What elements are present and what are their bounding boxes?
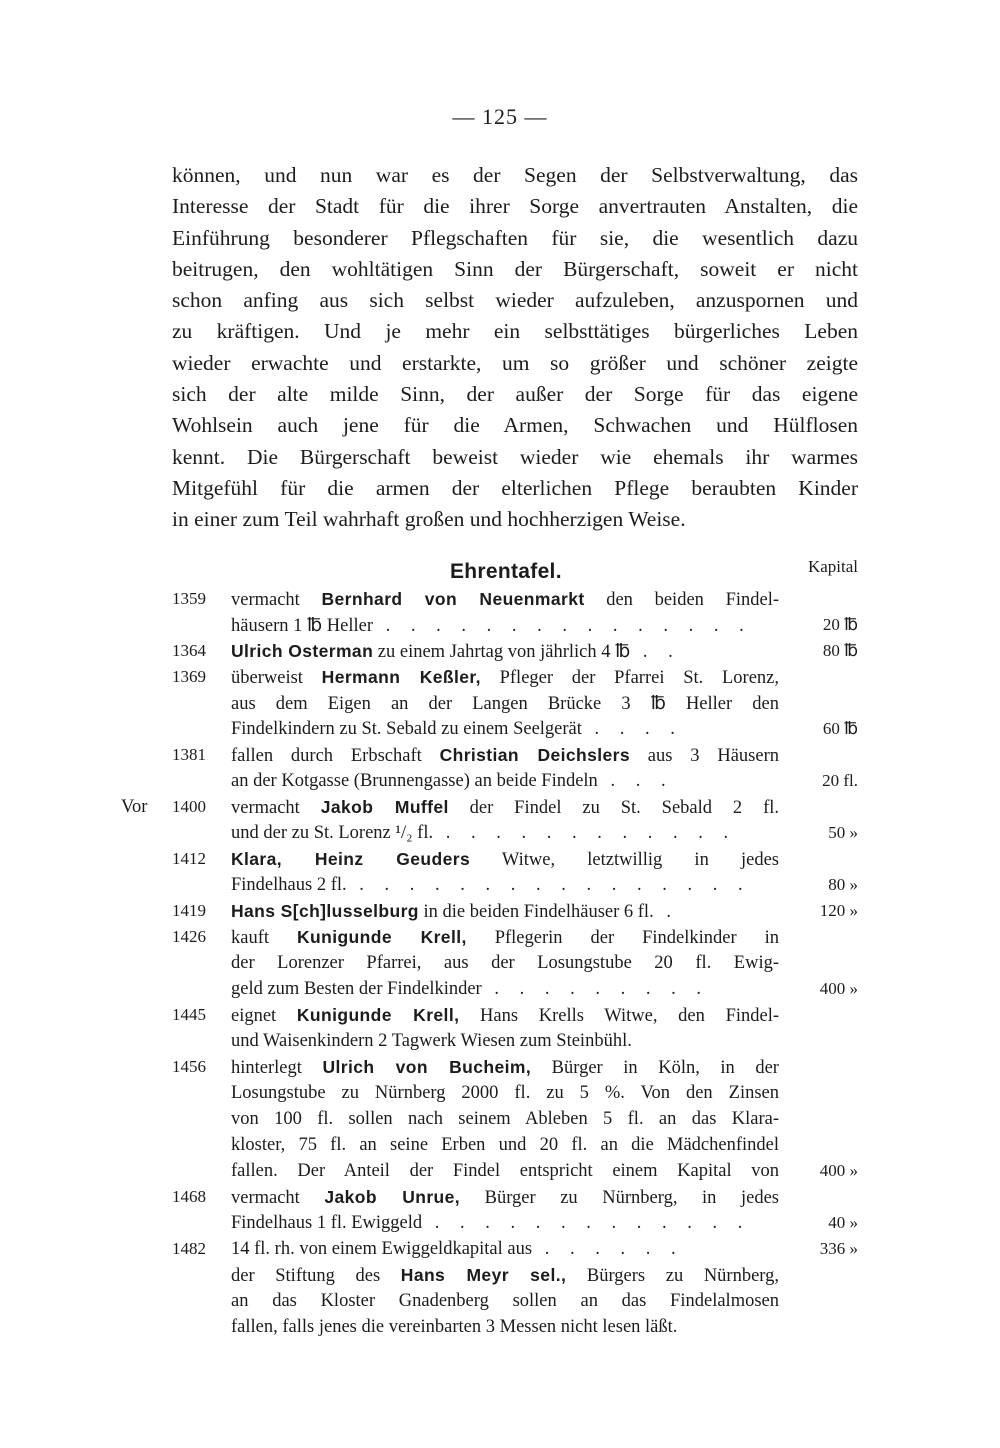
ehrentafel-entry bbox=[0, 667, 1000, 745]
entry-text-part: Findelhaus 2 fl. bbox=[231, 875, 347, 895]
intro-line: Mitgefühl für die armen der elterlichen Pflege beraubten Kinder bbox=[172, 475, 858, 500]
donor-name: Ulrich Osterman bbox=[231, 641, 374, 661]
dot-leader: . . . . bbox=[581, 719, 683, 739]
entry-text bbox=[231, 1265, 779, 1287]
entry-text-part: 14 fl. rh. von einem Ewiggeldkapital aus bbox=[231, 1239, 533, 1259]
entry-text bbox=[231, 1057, 779, 1079]
ehrentafel-title: Ehrentafel. bbox=[450, 560, 562, 583]
entry-text bbox=[231, 849, 779, 871]
entry-text bbox=[231, 1187, 779, 1209]
entry-text-part: Hans Krells Witwe, den Findel- bbox=[459, 1006, 779, 1026]
entry-line bbox=[0, 875, 1000, 901]
entry-text-part: vermacht bbox=[231, 798, 321, 818]
donor-name: Jakob Muffel bbox=[320, 797, 449, 817]
ehrentafel-entry bbox=[0, 927, 1000, 1005]
entry-text-part: Pflegerin der Findelkinder in bbox=[466, 928, 779, 948]
ehrentafel-entry bbox=[0, 849, 1000, 901]
entry-text bbox=[231, 719, 779, 740]
entry-text bbox=[231, 1083, 779, 1104]
intro-line: können, und nun war es der Segen der Selbstverwaltung, das bbox=[172, 163, 858, 187]
intro-line: beitrugen, den wohltätigen Sinn der Bürgerschaft, soweit er nicht bbox=[172, 256, 858, 281]
entry-line bbox=[0, 1109, 1000, 1135]
entry-line bbox=[0, 693, 1000, 719]
entry-line bbox=[0, 1187, 1000, 1213]
entry-line bbox=[0, 1161, 1000, 1187]
entry-year: 1400 bbox=[172, 797, 206, 816]
entry-text bbox=[231, 1109, 779, 1130]
entry-line bbox=[0, 901, 1000, 927]
entry-line bbox=[0, 823, 1000, 849]
entry-text-part: der Lorenzer Pfarrei, aus der Losungstube 20 fl. Ewig- bbox=[231, 953, 779, 973]
entry-text bbox=[231, 823, 779, 844]
dot-leader: . . . . . . . . . bbox=[481, 979, 709, 999]
ehrentafel-entry bbox=[0, 641, 1000, 667]
kapital-column-header: Kapital bbox=[807, 557, 858, 576]
intro-line: in einer zum Teil wahrhaft großen und hochherzigen Weise. bbox=[172, 507, 686, 532]
entry-line bbox=[0, 719, 1000, 745]
entry-text bbox=[231, 979, 779, 1000]
entry-line bbox=[0, 953, 1000, 979]
entry-year-prefix: Vor bbox=[121, 797, 148, 817]
entry-text-part: Findelhaus 1 fl. Ewiggeld bbox=[231, 1213, 423, 1233]
entry-text bbox=[231, 1135, 779, 1156]
intro-line: zu kräftigen. Und je mehr ein selbsttätiges bürgerliches Leben bbox=[172, 319, 858, 344]
intro-line: kennt. Die Bürgerschaft beweist wieder wie ehemals ihr warmes bbox=[172, 444, 858, 469]
entry-text bbox=[231, 901, 779, 923]
entry-text-part: und Waisenkindern 2 Tagwerk Wiesen zum Steinbühl. bbox=[231, 1031, 632, 1051]
entry-amount: 40 » bbox=[828, 1213, 858, 1232]
entry-text-part: an der Kotgasse (Brunnengasse) an beide Findeln bbox=[231, 771, 598, 791]
dot-leader: . . bbox=[630, 642, 681, 662]
donor-name: Kunigunde Krell, bbox=[296, 1005, 460, 1025]
ehrentafel-entry bbox=[0, 1057, 1000, 1187]
entry-line bbox=[0, 1031, 1000, 1057]
intro-line: sich der alte milde Sinn, der außer der Sorge für das eigene bbox=[172, 382, 858, 407]
entry-text-part: fallen, falls jenes die vereinbarten 3 Messen nicht lesen läßt. bbox=[231, 1317, 678, 1337]
donor-name: Jakob Unrue, bbox=[324, 1187, 461, 1207]
entry-line bbox=[0, 979, 1000, 1005]
dot-leader: . . . . . . . . . . . . bbox=[433, 823, 737, 843]
entry-line bbox=[0, 797, 1000, 823]
entry-year: 1445 bbox=[172, 1005, 206, 1024]
donor-name: Bernhard von Neuenmarkt bbox=[321, 589, 585, 609]
page-number: — 125 — bbox=[452, 104, 548, 129]
entry-text bbox=[231, 1161, 779, 1182]
entry-text-part: vermacht bbox=[231, 1188, 325, 1208]
donor-name: Hans Meyr sel., bbox=[400, 1265, 567, 1285]
entry-year: 1482 bbox=[172, 1239, 206, 1258]
entry-year: 1359 bbox=[172, 589, 206, 608]
entry-year: 1456 bbox=[172, 1057, 206, 1076]
donor-name: Hermann Keßler, bbox=[321, 667, 481, 687]
donor-name: Klara, Heinz Geuders bbox=[231, 849, 471, 869]
entry-line bbox=[0, 589, 1000, 615]
donor-name: Ulrich von Bucheim, bbox=[322, 1057, 532, 1077]
entry-year: 1369 bbox=[172, 667, 206, 686]
entry-text-part: an das Kloster Gnadenberg sollen an das Findelalmosen bbox=[231, 1291, 779, 1311]
entry-line bbox=[0, 1291, 1000, 1317]
entry-text bbox=[231, 615, 779, 637]
ehrentafel-entry bbox=[0, 589, 1000, 641]
entry-text-part: fallen. Der Anteil der Findel entspricht einem Kapital von bbox=[231, 1161, 779, 1181]
entry-amount: 120 » bbox=[819, 901, 858, 920]
entry-text bbox=[231, 1291, 779, 1312]
entry-amount: 80 » bbox=[828, 875, 858, 894]
entry-text-part: hinterlegt bbox=[231, 1058, 323, 1078]
donor-name: Hans S[ch]lusselburg bbox=[231, 901, 419, 921]
entry-line bbox=[0, 771, 1000, 797]
intro-line: Wohlsein auch jene für die Armen, Schwachen und Hülflosen bbox=[172, 413, 858, 438]
entry-text-part: aus 3 Häusern bbox=[629, 746, 779, 766]
entry-text bbox=[231, 1239, 779, 1260]
entry-text bbox=[231, 745, 779, 767]
entry-text-part: Findelkindern zu St. Sebald zu einem Seelgerät bbox=[231, 719, 582, 739]
donor-name: Christian Deichslers bbox=[439, 745, 630, 765]
ehrentafel-entry bbox=[0, 1005, 1000, 1057]
intro-line: schon anfing aus sich selbst wieder aufzuleben, anzuspornen und bbox=[172, 288, 858, 313]
entry-amount: 50 » bbox=[828, 823, 858, 842]
entry-text-part: kauft bbox=[231, 928, 297, 948]
entry-text-part: Bürger in Köln, in der bbox=[531, 1058, 779, 1078]
entry-year: 1468 bbox=[172, 1187, 206, 1206]
entry-text-part: in die beiden Findelhäuser 6 fl. bbox=[418, 902, 654, 922]
entry-text-part: Losungstube zu Nürnberg 2000 fl. zu 5 %. Von den Zinsen bbox=[231, 1083, 779, 1103]
entry-amount: 80 ℔ bbox=[822, 641, 858, 660]
ehrentafel-entry bbox=[0, 1239, 1000, 1343]
entry-text-part: fallen durch Erbschaft bbox=[231, 746, 440, 766]
ehrentafel-entry bbox=[0, 745, 1000, 797]
entry-line bbox=[0, 1213, 1000, 1239]
ehrentafel-entry bbox=[0, 1187, 1000, 1239]
entry-line bbox=[0, 615, 1000, 641]
entry-line bbox=[0, 1317, 1000, 1343]
entry-line bbox=[0, 849, 1000, 875]
entry-text-part: und der zu St. Lorenz ¹/₂ fl. bbox=[231, 823, 434, 843]
intro-paragraph bbox=[172, 160, 858, 536]
entry-year: 1381 bbox=[172, 745, 206, 764]
entry-line bbox=[0, 1135, 1000, 1161]
entry-line bbox=[0, 1005, 1000, 1031]
intro-line: wieder erwachte und erstarkte, um so größer und schöner zeigte bbox=[172, 350, 858, 375]
entry-text bbox=[231, 667, 779, 689]
entry-amount: 60 ℔ bbox=[822, 719, 858, 738]
entry-line bbox=[0, 1265, 1000, 1291]
entry-text-part: vermacht bbox=[231, 590, 322, 610]
entry-text bbox=[231, 1317, 779, 1338]
entry-text-part: geld zum Besten der Findelkinder bbox=[231, 979, 482, 999]
entry-text bbox=[231, 953, 779, 974]
entry-text bbox=[231, 797, 779, 819]
entry-amount: 20 fl. bbox=[822, 771, 858, 790]
donor-name: Kunigunde Krell, bbox=[296, 927, 467, 947]
entry-year: 1419 bbox=[172, 901, 206, 920]
entry-text bbox=[231, 875, 779, 896]
intro-line: Einführung besonderer Pflegschaften für sie, die wesentlich dazu bbox=[172, 225, 858, 250]
entry-line bbox=[0, 1057, 1000, 1083]
entry-amount: 400 » bbox=[819, 979, 858, 998]
intro-line: Interesse der Stadt für die ihrer Sorge anvertrauten Anstalten, die bbox=[172, 194, 858, 219]
entry-text bbox=[231, 1213, 779, 1234]
entry-amount: 336 » bbox=[819, 1239, 858, 1258]
ehrentafel-entry bbox=[0, 901, 1000, 927]
dot-leader: . . . . . . . . . . . . . bbox=[422, 1213, 751, 1233]
entry-text-part: aus dem Eigen an der Langen Brücke 3 ℔ Heller den bbox=[231, 694, 779, 714]
dot-leader: . . . . . . . . . . . . . . . . bbox=[346, 875, 751, 895]
entry-text bbox=[231, 927, 779, 949]
entry-text-part: kloster, 75 fl. an seine Erben und 20 fl. an die Mädchenfindel bbox=[231, 1135, 779, 1155]
entry-text-part: der Findel zu St. Sebald 2 fl. bbox=[448, 798, 779, 818]
entry-text-part: Witwe, letztwillig in jedes bbox=[470, 850, 779, 870]
entry-year: 1426 bbox=[172, 927, 206, 946]
entry-text bbox=[231, 771, 779, 792]
dot-leader: . . . bbox=[597, 771, 674, 791]
entry-line bbox=[0, 667, 1000, 693]
entry-line bbox=[0, 1239, 1000, 1265]
entry-amount: 20 ℔ bbox=[822, 615, 858, 634]
entry-text-part: der Stiftung des bbox=[231, 1266, 401, 1286]
entry-text-part: Bürger zu Nürnberg, in jedes bbox=[460, 1188, 779, 1208]
entry-text-part: zu einem Jahrtag von jährlich 4 ℔ bbox=[373, 642, 631, 662]
dot-leader: . . . . . . bbox=[532, 1239, 684, 1259]
entry-text bbox=[231, 641, 779, 663]
entry-text-part: häusern 1 ℔ Heller bbox=[231, 616, 374, 636]
ehrentafel-entry bbox=[0, 797, 1000, 849]
entry-year: 1412 bbox=[172, 849, 206, 868]
dot-leader: . bbox=[653, 902, 679, 922]
entry-text bbox=[231, 1031, 779, 1052]
entry-text-part: überweist bbox=[231, 668, 322, 688]
entry-line bbox=[0, 745, 1000, 771]
entry-text-part: von 100 fl. sollen nach seinem Ableben 5 fl. an das Klara- bbox=[231, 1109, 779, 1129]
entry-text bbox=[231, 693, 779, 715]
entry-text-part: Bürgers zu Nürnberg, bbox=[566, 1266, 779, 1286]
entry-year: 1364 bbox=[172, 641, 206, 660]
entry-text-part: eignet bbox=[231, 1006, 297, 1026]
entry-amount: 400 » bbox=[819, 1161, 858, 1180]
entry-line bbox=[0, 641, 1000, 667]
entry-text-part: den beiden Findel- bbox=[584, 590, 779, 610]
entry-text bbox=[231, 1005, 779, 1027]
entry-text-part: Pfleger der Pfarrei St. Lorenz, bbox=[480, 668, 779, 688]
entry-line bbox=[0, 1083, 1000, 1109]
entry-text bbox=[231, 589, 779, 611]
dot-leader: . . . . . . . . . . . . . . . bbox=[373, 616, 752, 636]
entry-line bbox=[0, 927, 1000, 953]
